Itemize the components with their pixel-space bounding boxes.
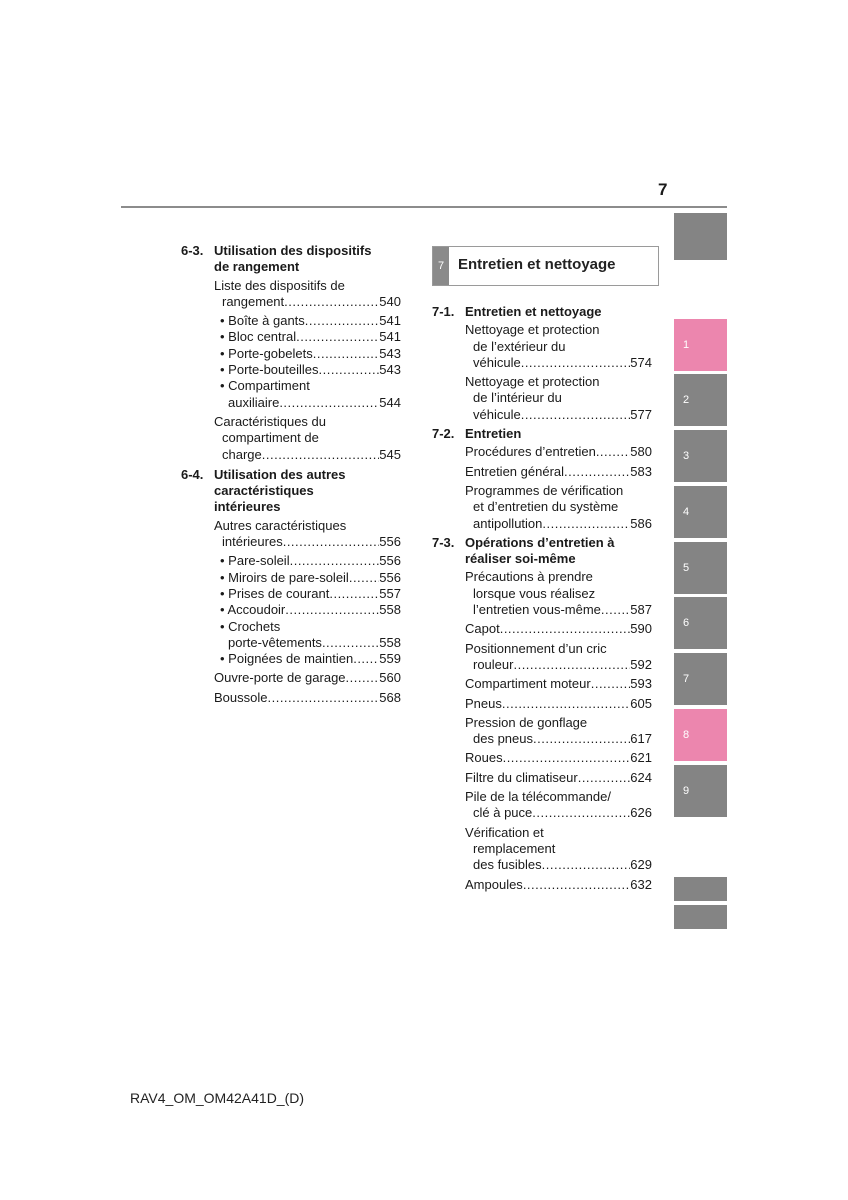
side-tab-2[interactable]: 2 xyxy=(674,374,727,426)
document-footer-code: RAV4_OM_OM42A41D_(D) xyxy=(130,1090,305,1106)
page-number: 7 xyxy=(658,180,668,199)
toc-subentry[interactable]: • Crochets porte-vêtements ..... 558 xyxy=(220,619,401,652)
chapter-number: 7 xyxy=(433,247,449,285)
toc-entry[interactable]: Positionnement d’un cric rouleur ..... 592 xyxy=(465,641,652,674)
page-ref: 544 xyxy=(379,394,401,410)
side-tab-blank-top xyxy=(674,213,727,260)
side-tab-blank-a xyxy=(674,877,727,901)
toc-entry[interactable]: Filtre du climatiseur ..... 624 xyxy=(465,770,652,786)
side-tab-8[interactable]: 8 xyxy=(674,709,727,761)
page-ref: 590 xyxy=(630,621,652,637)
page-ref: 592 xyxy=(630,656,652,672)
toc-entry[interactable]: Vérification et remplacement des fusibles ..... 629 xyxy=(465,825,652,874)
toc-entry[interactable]: Ampoules ..... 632 xyxy=(465,877,652,893)
side-tab-blank-b xyxy=(674,905,727,929)
side-tab-6[interactable]: 6 xyxy=(674,597,727,649)
side-tab-3[interactable]: 3 xyxy=(674,430,727,482)
toc-entry[interactable]: Précautions à prendre lorsque vous réalisez l’entretien vous-même ..... 587 xyxy=(465,569,652,618)
page-ref: 543 xyxy=(379,362,401,378)
page-ref: 617 xyxy=(630,731,652,747)
page-ref: 586 xyxy=(630,515,652,531)
toc-entry[interactable]: Ouvre-porte de garage ..... 560 xyxy=(214,670,401,686)
page-ref: 587 xyxy=(630,602,652,618)
page-ref: 557 xyxy=(379,585,401,601)
side-tab-5[interactable]: 5 xyxy=(674,542,727,594)
toc-entry[interactable]: Pile de la télécommande/ clé à puce ..... 626 xyxy=(465,789,652,822)
page-ref: 545 xyxy=(379,446,401,462)
page-ref: 632 xyxy=(630,876,652,892)
toc-subentry[interactable]: • Prises de courant ..... 557 xyxy=(220,586,401,602)
side-tab-7[interactable]: 7 xyxy=(674,653,727,705)
page-ref: 626 xyxy=(630,805,652,821)
page-ref: 556 xyxy=(379,534,401,550)
side-tab-1[interactable]: 1 xyxy=(674,319,727,371)
toc-right-column xyxy=(432,302,652,896)
toc-subentry[interactable]: • Poignées de maintien ..... 559 xyxy=(220,651,401,667)
page-ref: 568 xyxy=(379,689,401,705)
page-ref: 580 xyxy=(630,444,652,460)
page-ref: 621 xyxy=(630,750,652,766)
toc-entry[interactable]: Programmes de vérification et d’entretien du système antipollution ..... 586 xyxy=(465,483,652,532)
toc-entry[interactable]: Capot ..... 590 xyxy=(465,621,652,637)
page-ref: 593 xyxy=(630,676,652,692)
toc-subentry[interactable]: • Bloc central ..... 541 xyxy=(220,329,401,345)
side-tab-9[interactable]: 9 xyxy=(674,765,727,817)
page-ref: 540 xyxy=(379,293,401,309)
page-ref: 541 xyxy=(379,329,401,345)
page-ref: 541 xyxy=(379,313,401,329)
toc-subentry[interactable]: • Porte-bouteilles ..... 543 xyxy=(220,362,401,378)
toc-subentry[interactable]: • Pare-soleil ..... 556 xyxy=(220,553,401,569)
toc-entry[interactable]: Procédures d’entretien ..... 580 xyxy=(465,444,652,460)
page-ref: 624 xyxy=(630,769,652,785)
page-ref: 583 xyxy=(630,463,652,479)
toc-left-column xyxy=(181,243,401,709)
page-ref: 560 xyxy=(379,670,401,686)
side-tab-4[interactable]: 4 xyxy=(674,486,727,538)
toc-entry[interactable]: Pneus ..... 605 xyxy=(465,696,652,712)
toc-entry[interactable]: Nettoyage et protection de l’intérieur du véhicule ..... 577 xyxy=(465,374,652,423)
toc-subentry[interactable]: • Accoudoir ..... 558 xyxy=(220,602,401,618)
header-rule xyxy=(121,206,727,208)
toc-entry[interactable]: Caractéristiques du compartiment de charge ..... 545 xyxy=(214,414,401,463)
section-7-1-heading: 7-1. Entretien et nettoyage xyxy=(432,304,602,319)
page-ref: 559 xyxy=(379,651,401,667)
toc-subentry[interactable]: • Boîte à gants ..... 541 xyxy=(220,313,401,329)
toc-entry[interactable]: Roues ..... 621 xyxy=(465,750,652,766)
section-7-3-heading: 7-3. Opérations d’entretien à réaliser soi-même xyxy=(432,534,615,567)
page-ref: 574 xyxy=(630,354,652,370)
toc-entry[interactable]: Entretien général ..... 583 xyxy=(465,464,652,480)
page-ref: 629 xyxy=(630,857,652,873)
page-ref: 577 xyxy=(630,406,652,422)
page-ref: 556 xyxy=(379,553,401,569)
page-ref: 543 xyxy=(379,345,401,361)
page-ref: 605 xyxy=(630,695,652,711)
section-7-2-heading: 7-2. Entretien xyxy=(432,426,522,442)
toc-subentry[interactable]: • Compartiment auxiliaire ..... 544 xyxy=(220,378,401,411)
toc-subentry[interactable]: • Porte-gobelets ..... 543 xyxy=(220,346,401,362)
toc-subentry[interactable]: • Miroirs de pare-soleil ..... 556 xyxy=(220,570,401,586)
chapter-heading-box xyxy=(432,246,659,286)
toc-entry[interactable]: Boussole ..... 568 xyxy=(214,690,401,706)
page-ref: 556 xyxy=(379,569,401,585)
section-6-3-heading: 6-3. Utilisation des dispositifs de rangement xyxy=(181,243,372,275)
toc-entry[interactable]: Liste des dispositifs de rangement ..... 540 xyxy=(214,278,401,311)
toc-entry[interactable]: Autres caractéristiques intérieures ..... 556 xyxy=(214,518,401,551)
toc-entry[interactable]: Pression de gonflage des pneus ..... 617 xyxy=(465,715,652,748)
section-6-4-heading: 6-4. Utilisation des autres caractéristiques intérieures xyxy=(181,466,346,515)
page-ref: 558 xyxy=(379,602,401,618)
chapter-title: Entretien et nettoyage xyxy=(458,256,616,273)
toc-entry[interactable]: Nettoyage et protection de l’extérieur du véhicule ..... 574 xyxy=(465,322,652,371)
toc-entry[interactable]: Compartiment moteur ..... 593 xyxy=(465,676,652,692)
page-ref: 558 xyxy=(379,634,401,650)
